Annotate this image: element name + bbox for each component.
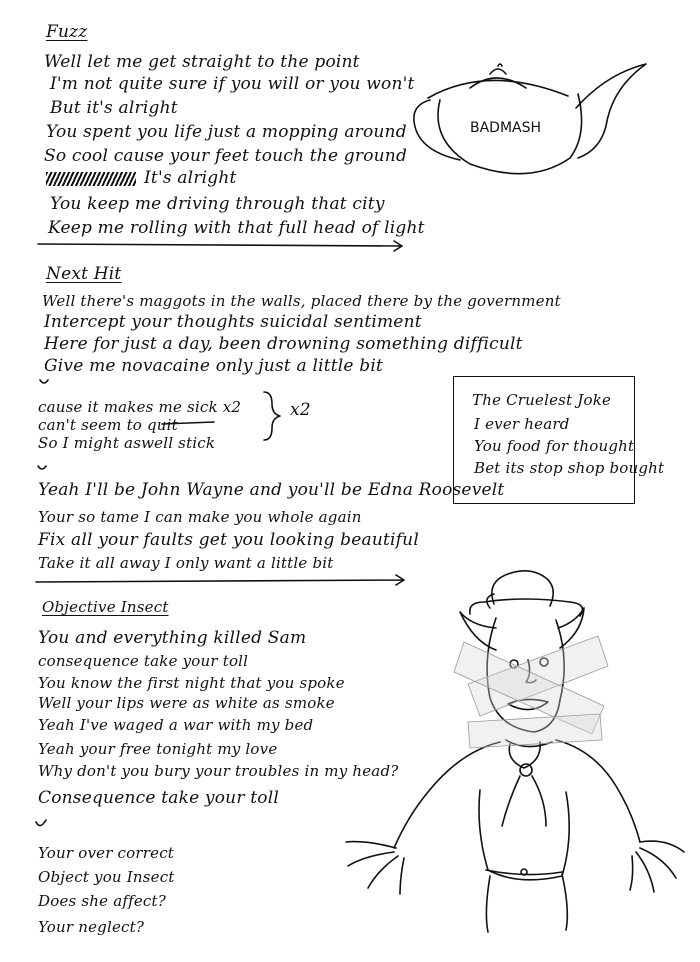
tick-mark [40,380,48,383]
song-title-next-hit: Next Hit [46,264,122,284]
song-title-objective-insect: Objective Insect [42,598,169,616]
lyric-line: You spent you life just a mopping around [46,122,407,142]
divider-arrow-1 [38,241,402,251]
cowboy-creature-drawing [346,571,684,932]
lyric-line: Consequence take your toll [38,788,279,808]
lyric-line: Your over correct [38,844,175,862]
lyric-line: Why don't you bury your troubles in my head? [38,762,399,780]
lyric-line: can't seem to quit [38,416,178,434]
lyric-line: So cool cause your feet touch the ground [44,146,408,166]
lyric-line: I'm not quite sure if you will or you won't [50,74,415,94]
box-line: You food for thought [474,437,635,455]
lyric-line: So I might aswell stick [38,434,216,452]
box-line: Bet its stop shop bought [474,459,665,477]
lyric-line: Fix all your faults get you looking beautiful [38,530,419,550]
lyric-line: Well your lips were as white as smoke [38,694,335,712]
tape-strips [454,636,608,748]
teapot-label: BADMASH [470,120,542,136]
lyric-line: Give me novacaine only just a little bit [44,356,384,376]
lyric-line: Take it all away I only want a little bit [38,554,334,572]
lyric-line: You keep me driving through that city [50,194,385,214]
lyric-line: Yeah I'll be John Wayne and you'll be Edna Roosevelt [38,480,505,500]
lyric-line: cause it makes me sick x2 [38,398,242,416]
lyric-line: You and everything killed Sam [38,628,307,648]
lyric-line: Intercept your thoughts suicidal sentiment [44,312,422,332]
lyric-line: Well there's maggots in the walls, placed there by the government [42,292,561,310]
lyric-line: Your neglect? [38,918,145,936]
tick-mark [36,820,46,826]
lyric-line: Your so tame I can make you whole again [38,508,362,526]
lyric-line: Object you Insect [38,868,175,886]
teapot-drawing [414,64,646,174]
box-line: The Cruelest Joke [472,391,612,409]
tick-mark [38,466,46,469]
lyric-line: Yeah I've waged a war with my bed [38,716,314,734]
lyric-line: Keep me rolling with that full head of light [48,218,425,238]
lyric-line: It's alright [144,168,237,188]
strikethrough [162,422,214,424]
repeat-marker: x2 [290,400,311,420]
lyric-line: Well let me get straight to the point [44,52,360,72]
box-line: I ever heard [474,415,570,433]
lyric-line: You know the first night that you spoke [38,674,345,692]
lyric-line: But it's alright [50,98,178,118]
lyric-line: Yeah your free tonight my love [38,740,278,758]
repeat-brace [264,392,280,440]
song-title-fuzz: Fuzz [46,22,88,42]
lyric-line: Does she affect? [38,892,166,910]
divider-arrow-2 [36,575,404,585]
lyric-line: Here for just a day, been drowning something difficult [44,334,523,354]
lyric-line: consequence take your toll [38,652,249,670]
